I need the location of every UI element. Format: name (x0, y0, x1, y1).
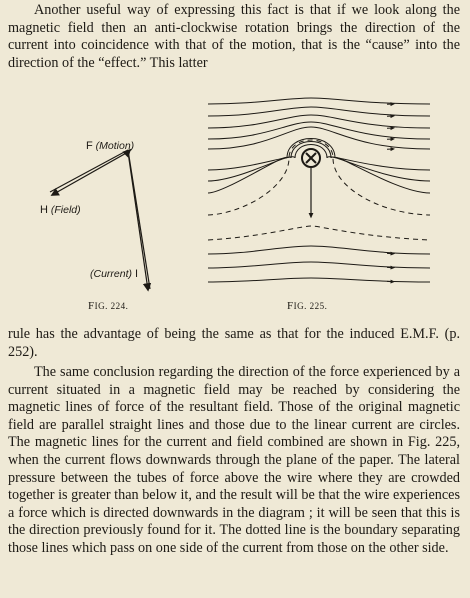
field-line-loop (208, 142, 430, 182)
paragraph-explanation: The same conclusion regarding the direction of the force experienced by a current situated in a magnetic field may be reached by considering the magnetic lines of force of the resultant field. Those of the original magnetic field are parallel straight lines and those due to the linear current are circles. The magnetic lines for the current and field combined are shown in Fig. 225, when the current flows downwards through the plane of the paper. The lateral pressure between the tubes of force above the wire where they are crowded together is greater than below it, and the result will be that the wire experiences a force which is directed downwards in the diagram ; it will be seen that this is the direction previously found for it. The dotted line is the boundary separating those lines which pass on one side of the current from those on the other side. (8, 364, 460, 556)
field-line (208, 262, 430, 268)
current-symbol-circle (302, 149, 320, 167)
current-symbol-cross (306, 153, 316, 163)
field-line (208, 115, 430, 128)
paragraph-intro: Another useful way of expressing this fact is that if we look along the magnetic field then an anti-clockwise rotation brings the direction of the current into coincidence with that of the motion, that is the “cause” into the direction of the “effect.” This latter (8, 2, 460, 71)
field-line (208, 107, 430, 116)
caption-fig-225: FIG. 225. (287, 300, 328, 312)
caption-fig-224: FIG. 224. (88, 300, 129, 312)
label-motion: F (Motion) (86, 140, 135, 152)
field-arrow (52, 152, 128, 195)
label-field: H (Field) (40, 204, 81, 216)
dashed-lower-line (208, 226, 430, 240)
field-line (208, 122, 430, 139)
dashed-boundary-line (208, 140, 430, 215)
field-line (208, 278, 430, 282)
field-line (208, 127, 430, 149)
paragraph-continuation: rule has the advantage of being the same as that for the induced E.M.F. (p. 252). (8, 326, 460, 360)
label-current: (Current) I (90, 268, 138, 280)
current-symbol-cross (306, 153, 316, 163)
field-line (208, 246, 430, 254)
field-line-loop (208, 145, 430, 171)
field-line (208, 98, 430, 104)
field-line-loop (208, 139, 430, 194)
